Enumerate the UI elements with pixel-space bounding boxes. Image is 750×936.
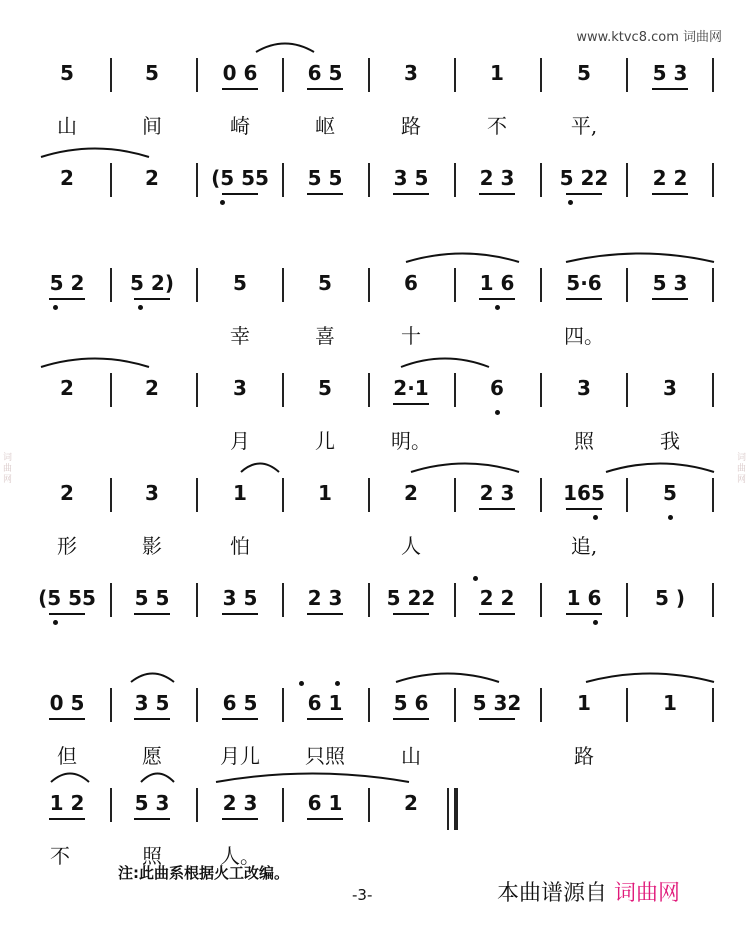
note-underline (393, 403, 429, 405)
note-text: 0 5 (49, 691, 85, 715)
barline (454, 373, 456, 407)
side-watermark-right: 词曲网 (735, 451, 745, 485)
note-text: 3 (404, 61, 418, 85)
note-text: 5 3 (652, 61, 688, 85)
note-underline (652, 88, 688, 90)
lyric: 喜 (315, 324, 335, 348)
note-text: 5 22 (559, 166, 609, 190)
score-row (0, 40, 750, 150)
barline (454, 268, 456, 302)
note-underline (652, 193, 688, 195)
barline (110, 478, 112, 512)
lyric: 不 (487, 114, 507, 138)
barline (282, 688, 284, 722)
barline (282, 58, 284, 92)
note-text: 0 6 (222, 61, 258, 85)
barline (540, 163, 542, 197)
score-row (0, 250, 750, 360)
barline (712, 268, 714, 302)
note-text: 5 (233, 271, 247, 295)
lyric: 儿 (315, 429, 335, 453)
note-text: 1 (577, 691, 591, 715)
barline (540, 583, 542, 617)
note-underline (566, 613, 602, 615)
barline (368, 583, 370, 617)
note-text: 3 5 (222, 586, 258, 610)
note-text: 6 (490, 376, 504, 400)
barline (282, 583, 284, 617)
slur (140, 769, 175, 783)
note-underline (393, 718, 429, 720)
barline (282, 373, 284, 407)
note-text: 2 2 (479, 586, 515, 610)
octave-dot (473, 576, 478, 581)
barline (368, 58, 370, 92)
barline (196, 478, 198, 512)
lyric: 照 (142, 844, 162, 868)
barline (368, 268, 370, 302)
barline (110, 583, 112, 617)
octave-dot (593, 620, 598, 625)
lyric: 人。 (220, 844, 260, 868)
note-text: 6 (404, 271, 418, 295)
lyric: 人 (401, 534, 421, 558)
note-text: 5 (577, 61, 591, 85)
note-underline (307, 818, 343, 820)
slur (395, 669, 500, 683)
note-text: 3 5 (134, 691, 170, 715)
note-underline (307, 718, 343, 720)
note-text: 1 6 (479, 271, 515, 295)
lyric: 月 (230, 429, 250, 453)
barline (712, 688, 714, 722)
slur (130, 669, 175, 683)
octave-dot (220, 200, 225, 205)
score-row (0, 670, 750, 780)
barline (454, 163, 456, 197)
barline (196, 788, 198, 822)
source-site: 词曲网 (614, 881, 681, 906)
score-row (0, 770, 750, 880)
barline (110, 268, 112, 302)
page-number: -3- (352, 886, 373, 904)
lyric: 路 (401, 114, 421, 138)
barline (712, 58, 714, 92)
slur (605, 459, 715, 473)
note-underline (49, 298, 85, 300)
note-text: 5 (318, 376, 332, 400)
note-text: 5 5 (134, 586, 170, 610)
note-text: 6 5 (222, 691, 258, 715)
score-row (0, 565, 750, 675)
lyric: 影 (142, 534, 162, 558)
barline (454, 583, 456, 617)
note-underline (222, 818, 258, 820)
note-text: 1 (233, 481, 247, 505)
note-underline (49, 818, 85, 820)
note-text: 3 (663, 376, 677, 400)
lyric: 怕 (230, 534, 250, 558)
note-text: 1 (318, 481, 332, 505)
barline (712, 373, 714, 407)
octave-dot (568, 200, 573, 205)
barline (540, 478, 542, 512)
lyric: 形 (57, 534, 77, 558)
barline (626, 478, 628, 512)
slur (40, 144, 150, 158)
side-watermark-left: 词曲网 (1, 451, 11, 485)
note-text: 1 (663, 691, 677, 715)
note-underline (49, 613, 85, 615)
note-text: 5 (145, 61, 159, 85)
barline (196, 163, 198, 197)
barline (110, 58, 112, 92)
lyric: 四。 (564, 324, 604, 348)
octave-dot (299, 681, 304, 686)
note-text: 2 (404, 791, 418, 815)
barline (626, 688, 628, 722)
note-underline (134, 298, 170, 300)
note-underline (479, 613, 515, 615)
lyric: 追, (570, 534, 598, 558)
note-text: 2 2 (652, 166, 688, 190)
lyric: 山 (401, 744, 421, 768)
note-underline (222, 613, 258, 615)
barline (454, 688, 456, 722)
note-text: 5 (60, 61, 74, 85)
lyric: 明。 (391, 429, 431, 453)
note-text: 5 (318, 271, 332, 295)
barline (368, 788, 370, 822)
lyric: 路 (574, 744, 594, 768)
note-underline (566, 298, 602, 300)
note-text: 5 3 (652, 271, 688, 295)
lyric: 岖 (315, 114, 335, 138)
barline (110, 163, 112, 197)
note-text: 3 (145, 481, 159, 505)
barline (454, 478, 456, 512)
note-text: 6 1 (307, 791, 343, 815)
octave-dot (495, 305, 500, 310)
note-text: 2 (145, 166, 159, 190)
slur (240, 459, 280, 473)
lyric: 不 (50, 844, 70, 868)
barline (712, 163, 714, 197)
barline (282, 788, 284, 822)
barline (540, 58, 542, 92)
score-row (0, 355, 750, 465)
lyric: 照 (574, 429, 594, 453)
note-text: 5·6 (566, 271, 602, 295)
barline (110, 688, 112, 722)
note-underline (134, 613, 170, 615)
barline (368, 688, 370, 722)
note-underline (307, 88, 343, 90)
barline (626, 163, 628, 197)
barline (196, 58, 198, 92)
barline (368, 163, 370, 197)
note-underline (566, 508, 602, 510)
octave-dot (53, 305, 58, 310)
barline (626, 583, 628, 617)
barline (110, 788, 112, 822)
note-text: 3 5 (393, 166, 429, 190)
note-text: 5 2 (49, 271, 85, 295)
note-text: 6 1 (307, 691, 343, 715)
barline (626, 268, 628, 302)
barline (540, 688, 542, 722)
lyric: 愿 (142, 744, 162, 768)
note-text: 2 (60, 481, 74, 505)
barline (196, 688, 198, 722)
note-text: 5 5 (307, 166, 343, 190)
barline (454, 788, 458, 830)
note-text: 2 (145, 376, 159, 400)
note-text: 2·1 (393, 376, 429, 400)
source-prefix: 本曲谱源自 (497, 881, 608, 906)
barline (712, 583, 714, 617)
note-underline (307, 613, 343, 615)
note-text: 2 (60, 376, 74, 400)
note-underline (134, 718, 170, 720)
slur (565, 249, 715, 263)
barline (196, 373, 198, 407)
slur (405, 249, 520, 263)
note-text: 5 (663, 481, 677, 505)
note-text: (5 55 (211, 166, 269, 190)
note-text: 5 6 (393, 691, 429, 715)
note-text: 5 32 (472, 691, 522, 715)
note-text: 1 6 (566, 586, 602, 610)
octave-dot (53, 620, 58, 625)
note-text: 2 3 (307, 586, 343, 610)
note-text: 6 5 (307, 61, 343, 85)
footnote: 注:此曲系根据火工改编。 (118, 864, 289, 882)
note-text: 5 22 (386, 586, 436, 610)
lyric: 只照 (305, 744, 345, 768)
note-text: 5 3 (134, 791, 170, 815)
note-underline (479, 193, 515, 195)
note-text: 2 (404, 481, 418, 505)
note-underline (479, 718, 515, 720)
slur (215, 769, 410, 783)
note-text: 1 (490, 61, 504, 85)
note-text: 2 3 (479, 481, 515, 505)
barline (447, 788, 449, 830)
note-text: 5 2) (130, 271, 174, 295)
lyric: 但 (57, 744, 77, 768)
lyric: 间 (142, 114, 162, 138)
note-text: 165 (563, 481, 605, 505)
note-underline (134, 818, 170, 820)
note-underline (479, 298, 515, 300)
barline (368, 478, 370, 512)
slur (400, 354, 490, 368)
note-text: (5 55 (38, 586, 96, 610)
note-text: 2 3 (222, 791, 258, 815)
barline (282, 268, 284, 302)
barline (540, 373, 542, 407)
score-row (0, 460, 750, 570)
note-text: 1 2 (49, 791, 85, 815)
octave-dot (668, 515, 673, 520)
note-underline (222, 718, 258, 720)
source-credit (497, 876, 680, 907)
barline (540, 268, 542, 302)
note-underline (49, 718, 85, 720)
note-underline (566, 193, 602, 195)
lyric: 月儿 (220, 744, 260, 768)
note-text: 5 ) (654, 586, 686, 610)
top-watermark: www.ktvc8.com 词曲网 (576, 30, 722, 45)
barline (282, 478, 284, 512)
barline (282, 163, 284, 197)
octave-dot (335, 681, 340, 686)
note-underline (222, 88, 258, 90)
barline (626, 58, 628, 92)
slur (50, 769, 90, 783)
octave-dot (138, 305, 143, 310)
slur (410, 459, 520, 473)
barline (196, 268, 198, 302)
note-underline (652, 298, 688, 300)
slur (40, 354, 150, 368)
note-underline (222, 193, 258, 195)
note-underline (307, 193, 343, 195)
lyric: 崎 (230, 114, 250, 138)
barline (626, 373, 628, 407)
lyric: 我 (660, 429, 680, 453)
score-row (0, 145, 750, 255)
note-underline (393, 193, 429, 195)
slur (585, 669, 715, 683)
note-text: 2 3 (479, 166, 515, 190)
octave-dot (593, 515, 598, 520)
lyric: 平, (570, 114, 598, 138)
barline (110, 373, 112, 407)
note-underline (393, 613, 429, 615)
note-text: 3 (233, 376, 247, 400)
lyric: 幸 (230, 324, 250, 348)
barline (368, 373, 370, 407)
note-underline (479, 508, 515, 510)
lyric: 十 (401, 324, 421, 348)
note-text: 2 (60, 166, 74, 190)
octave-dot (495, 410, 500, 415)
barline (454, 58, 456, 92)
barline (712, 478, 714, 512)
slur (255, 39, 315, 53)
lyric: 山 (57, 114, 77, 138)
barline (196, 583, 198, 617)
note-text: 3 (577, 376, 591, 400)
